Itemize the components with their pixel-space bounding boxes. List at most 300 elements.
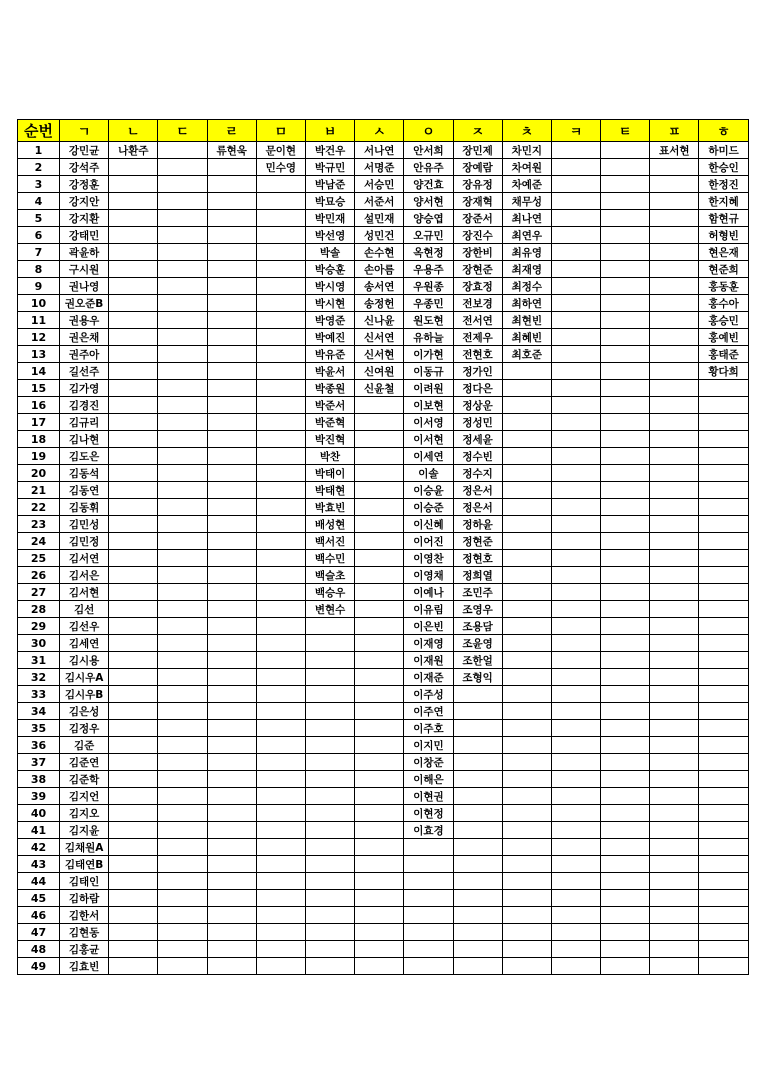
name-cell [551,669,600,686]
name-cell [158,482,207,499]
column-header-number: 순번 [18,120,60,142]
name-cell [699,788,748,805]
name-cell [305,669,354,686]
name-cell [551,142,600,159]
name-cell [699,754,748,771]
row-number-cell: 17 [18,414,60,431]
name-cell: 정수지 [453,465,502,482]
name-cell: 김준연 [60,754,109,771]
name-cell [207,652,256,669]
name-cell: 신윤철 [355,380,404,397]
name-cell [109,584,158,601]
name-cell [601,890,650,907]
name-cell [355,448,404,465]
name-cell [502,499,551,516]
name-cell [650,176,699,193]
name-cell [601,703,650,720]
name-cell: 이동규 [404,363,453,380]
name-cell [551,805,600,822]
name-cell [699,414,748,431]
name-cell: 김태연B [60,856,109,873]
name-cell [158,533,207,550]
name-cell [650,601,699,618]
column-header-ㅇ: ㅇ [404,120,453,142]
name-cell [109,363,158,380]
name-cell: 장현준 [453,261,502,278]
name-cell [699,397,748,414]
name-cell [207,159,256,176]
name-cell: 이주호 [404,720,453,737]
name-cell [109,771,158,788]
name-cell: 이솔 [404,465,453,482]
name-cell [502,482,551,499]
name-cell: 김태인 [60,873,109,890]
name-cell [551,720,600,737]
name-cell [109,533,158,550]
name-cell [109,278,158,295]
name-cell: 장유정 [453,176,502,193]
name-cell [207,210,256,227]
name-cell [256,822,305,839]
name-cell [158,941,207,958]
name-cell [502,907,551,924]
name-cell [207,431,256,448]
name-cell [109,295,158,312]
name-cell [109,873,158,890]
table-row [18,142,749,159]
name-cell [551,261,600,278]
name-cell: 강지환 [60,210,109,227]
name-cell [551,516,600,533]
name-cell [502,839,551,856]
name-cell [158,822,207,839]
row-number-cell: 3 [18,176,60,193]
name-cell [699,771,748,788]
name-cell [207,516,256,533]
name-cell: 박묘승 [305,193,354,210]
name-cell: 서나연 [355,142,404,159]
name-cell [699,856,748,873]
name-cell: 표서현 [650,142,699,159]
name-cell: 김지윤 [60,822,109,839]
row-number-cell: 33 [18,686,60,703]
name-cell [158,669,207,686]
name-cell [109,958,158,975]
name-cell [699,516,748,533]
name-cell [404,907,453,924]
name-cell [502,550,551,567]
name-cell [601,159,650,176]
row-number-cell: 45 [18,890,60,907]
name-cell: 신서연 [355,329,404,346]
name-cell [158,703,207,720]
name-cell [551,754,600,771]
name-cell: 김도은 [60,448,109,465]
name-cell [601,431,650,448]
name-cell [109,907,158,924]
name-cell [502,822,551,839]
name-cell [601,210,650,227]
name-cell: 김선우 [60,618,109,635]
table-row [18,771,749,788]
name-cell [601,635,650,652]
name-cell [355,822,404,839]
name-cell [551,907,600,924]
name-cell [355,720,404,737]
name-cell [158,907,207,924]
name-cell [305,652,354,669]
name-cell [601,601,650,618]
name-cell: 정가인 [453,363,502,380]
name-cell: 양서현 [404,193,453,210]
name-cell [453,890,502,907]
name-cell [601,907,650,924]
table-row [18,703,749,720]
name-cell [601,924,650,941]
name-cell: 박태현 [305,482,354,499]
name-cell [551,210,600,227]
name-cell: 원도현 [404,312,453,329]
name-cell: 박승훈 [305,261,354,278]
name-cell [601,567,650,584]
table-row [18,941,749,958]
row-number-cell: 29 [18,618,60,635]
name-cell [207,635,256,652]
table-row [18,312,749,329]
row-number-cell: 35 [18,720,60,737]
name-cell [305,890,354,907]
name-cell [109,652,158,669]
name-cell: 박준서 [305,397,354,414]
name-cell: 황다희 [699,363,748,380]
name-cell: 곽윤하 [60,244,109,261]
name-cell: 장진수 [453,227,502,244]
name-cell [551,788,600,805]
roster-sheet [17,119,748,975]
row-number-cell: 21 [18,482,60,499]
name-cell [305,686,354,703]
name-cell [207,261,256,278]
name-cell [404,890,453,907]
name-cell [207,839,256,856]
name-cell [207,584,256,601]
name-cell: 권주아 [60,346,109,363]
name-cell [551,890,600,907]
name-cell [699,601,748,618]
name-cell [109,227,158,244]
name-cell [650,924,699,941]
name-cell [158,601,207,618]
name-cell [404,856,453,873]
name-cell: 권나영 [60,278,109,295]
name-cell [355,533,404,550]
name-cell [158,754,207,771]
name-cell [158,771,207,788]
name-cell [355,652,404,669]
name-cell [207,448,256,465]
name-cell [305,703,354,720]
name-cell [109,567,158,584]
table-row [18,618,749,635]
row-number-cell: 43 [18,856,60,873]
row-number-cell: 1 [18,142,60,159]
row-number-cell: 47 [18,924,60,941]
name-cell [502,465,551,482]
row-number-cell: 44 [18,873,60,890]
name-cell: 박규민 [305,159,354,176]
name-cell: 이은빈 [404,618,453,635]
name-cell [404,873,453,890]
name-cell [158,958,207,975]
name-cell [158,720,207,737]
name-cell [551,159,600,176]
table-row [18,924,749,941]
table-row [18,788,749,805]
name-cell: 김민성 [60,516,109,533]
name-cell [256,839,305,856]
name-cell [650,465,699,482]
name-cell [551,635,600,652]
name-cell [601,652,650,669]
name-cell [551,924,600,941]
name-cell [601,244,650,261]
name-cell: 옥현정 [404,244,453,261]
name-cell [256,890,305,907]
name-cell [355,499,404,516]
name-cell [699,958,748,975]
name-cell [404,839,453,856]
name-cell: 전보경 [453,295,502,312]
name-cell [256,499,305,516]
name-cell [158,414,207,431]
name-cell: 박효빈 [305,499,354,516]
row-number-cell: 23 [18,516,60,533]
name-cell [601,737,650,754]
name-cell [551,295,600,312]
name-cell [650,822,699,839]
name-cell [551,652,600,669]
name-cell [650,788,699,805]
name-cell [256,686,305,703]
name-cell [699,584,748,601]
name-cell [601,278,650,295]
name-cell: 길선주 [60,363,109,380]
name-cell [305,618,354,635]
name-cell: 서승민 [355,176,404,193]
column-header-ㅊ: ㅊ [502,120,551,142]
name-cell [355,618,404,635]
row-number-cell: 7 [18,244,60,261]
name-cell: 정세윤 [453,431,502,448]
name-cell [699,431,748,448]
name-cell [256,873,305,890]
name-cell: 박예진 [305,329,354,346]
name-cell [109,924,158,941]
name-cell [650,805,699,822]
name-cell [699,805,748,822]
name-cell [650,397,699,414]
name-cell [650,856,699,873]
name-cell [601,958,650,975]
table-row [18,431,749,448]
name-cell [502,873,551,890]
name-cell: 우용주 [404,261,453,278]
name-cell [601,533,650,550]
name-cell: 박준혁 [305,414,354,431]
name-cell: 김동연 [60,482,109,499]
name-cell [207,312,256,329]
name-cell [699,720,748,737]
row-number-cell: 4 [18,193,60,210]
name-cell [256,244,305,261]
name-cell [699,448,748,465]
name-cell: 김선 [60,601,109,618]
name-cell: 정하윤 [453,516,502,533]
name-cell: 최하연 [502,295,551,312]
name-cell: 김서연 [60,550,109,567]
table-row [18,261,749,278]
name-cell [601,941,650,958]
name-cell [650,890,699,907]
table-row [18,227,749,244]
name-cell [109,737,158,754]
name-cell [650,380,699,397]
name-cell: 조형익 [453,669,502,686]
name-cell [650,669,699,686]
name-cell [207,601,256,618]
name-cell [158,516,207,533]
name-cell [404,924,453,941]
name-cell [453,703,502,720]
name-cell [207,703,256,720]
column-header-ㄹ: ㄹ [207,120,256,142]
name-cell: 백수민 [305,550,354,567]
name-cell [650,227,699,244]
row-number-cell: 41 [18,822,60,839]
name-cell [256,754,305,771]
name-cell: 송정헌 [355,295,404,312]
table-row [18,754,749,771]
column-header-ㅌ: ㅌ [601,120,650,142]
table-row [18,873,749,890]
name-cell: 권은채 [60,329,109,346]
column-header-ㅅ: ㅅ [355,120,404,142]
name-cell [158,295,207,312]
name-cell: 우종민 [404,295,453,312]
row-number-cell: 8 [18,261,60,278]
name-cell [109,448,158,465]
name-cell: 문이현 [256,142,305,159]
row-number-cell: 28 [18,601,60,618]
name-cell [109,635,158,652]
name-cell: 이영찬 [404,550,453,567]
name-cell [355,771,404,788]
name-cell: 최재영 [502,261,551,278]
name-cell [355,601,404,618]
row-number-cell: 38 [18,771,60,788]
name-cell [207,618,256,635]
name-cell [699,567,748,584]
name-cell [256,805,305,822]
name-cell [502,941,551,958]
row-number-cell: 13 [18,346,60,363]
row-number-cell: 30 [18,635,60,652]
table-row [18,516,749,533]
name-cell [601,618,650,635]
row-number-cell: 20 [18,465,60,482]
table-row [18,482,749,499]
name-cell: 민수영 [256,159,305,176]
name-cell [551,822,600,839]
name-cell [453,686,502,703]
name-cell: 김민정 [60,533,109,550]
name-cell [207,788,256,805]
name-cell [109,890,158,907]
name-cell: 박종원 [305,380,354,397]
name-cell [453,907,502,924]
name-cell [601,414,650,431]
name-cell [551,176,600,193]
row-number-cell: 12 [18,329,60,346]
row-number-cell: 34 [18,703,60,720]
row-number-cell: 31 [18,652,60,669]
name-cell: 박진혁 [305,431,354,448]
name-cell [109,822,158,839]
name-cell [650,414,699,431]
table-row [18,907,749,924]
name-cell [650,584,699,601]
name-cell [305,805,354,822]
name-cell: 김시용 [60,652,109,669]
name-cell: 정은서 [453,482,502,499]
name-cell [601,312,650,329]
name-cell [453,822,502,839]
name-cell: 박윤서 [305,363,354,380]
table-row [18,159,749,176]
table-row [18,193,749,210]
name-cell [355,805,404,822]
name-cell: 김효빈 [60,958,109,975]
name-cell [502,397,551,414]
name-cell [502,737,551,754]
name-cell [305,737,354,754]
name-cell [650,448,699,465]
column-header-ㅋ: ㅋ [551,120,600,142]
name-cell [158,584,207,601]
name-cell: 홍수아 [699,295,748,312]
name-cell [158,652,207,669]
name-cell [256,363,305,380]
name-cell [650,533,699,550]
name-cell: 김규리 [60,414,109,431]
name-cell [453,720,502,737]
row-number-cell: 16 [18,397,60,414]
name-cell [158,278,207,295]
name-cell [601,822,650,839]
name-cell: 최연우 [502,227,551,244]
name-cell [256,584,305,601]
name-cell: 성민건 [355,227,404,244]
name-cell: 함현규 [699,210,748,227]
name-cell [601,142,650,159]
name-cell [355,924,404,941]
name-cell [404,958,453,975]
name-cell [502,448,551,465]
name-cell: 신나윤 [355,312,404,329]
name-cell: 최현빈 [502,312,551,329]
name-cell [207,550,256,567]
name-cell [256,346,305,363]
